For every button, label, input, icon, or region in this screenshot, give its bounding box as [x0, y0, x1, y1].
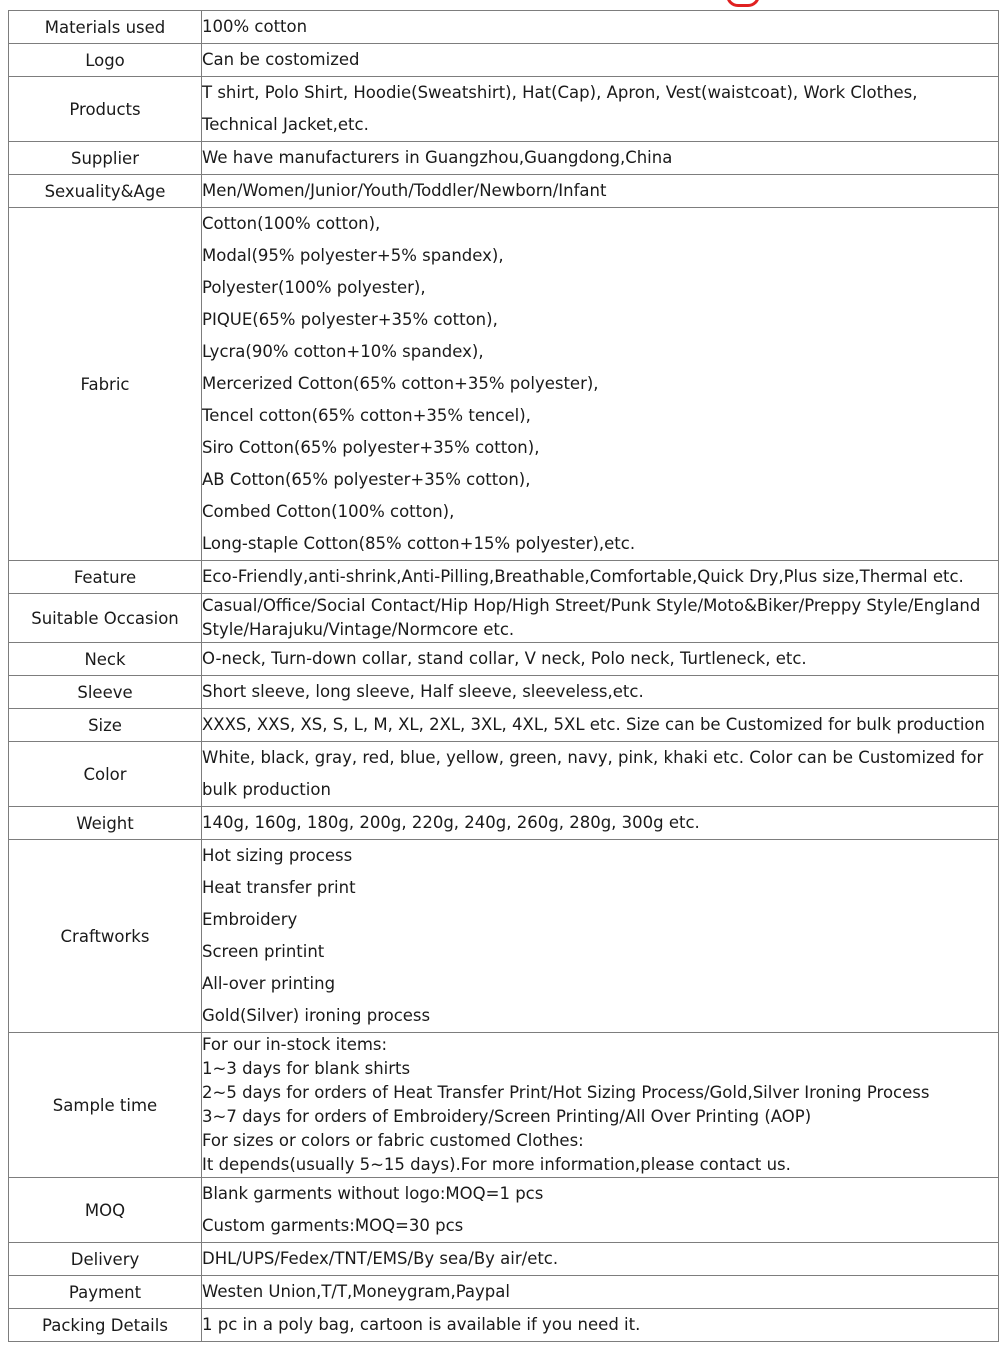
- table-row: [9, 175, 999, 208]
- row-value: Can be costomized: [202, 44, 999, 77]
- table-row: [9, 676, 999, 709]
- sample-time-line: 3~7 days for orders of Embroidery/Screen Printing/All Over Printing (AOP): [202, 1107, 812, 1126]
- row-label: Delivery: [9, 1243, 202, 1276]
- sample-time-line: For our in-stock items:: [202, 1035, 388, 1054]
- row-label: Craftworks: [9, 840, 202, 1033]
- row-value: [202, 1178, 999, 1243]
- product-spec-table: [8, 10, 999, 1342]
- table-row: [9, 594, 999, 643]
- row-value: We have manufacturers in Guangzhou,Guangdong,China: [202, 142, 999, 175]
- row-value: 140g, 160g, 180g, 200g, 220g, 240g, 260g, 280g, 300g etc.: [202, 807, 999, 840]
- fabric-line: AB Cotton(65% polyester+35% cotton),: [202, 470, 531, 489]
- fabric-line: Modal(95% polyester+5% spandex),: [202, 246, 504, 265]
- craftwork-line: All-over printing: [202, 974, 336, 993]
- moq-line: Custom garments:MOQ=30 pcs: [202, 1216, 464, 1235]
- row-value: [202, 208, 999, 561]
- row-label: MOQ: [9, 1178, 202, 1243]
- table-row: [9, 77, 999, 142]
- table-row: [9, 1033, 999, 1178]
- table-row: [9, 1243, 999, 1276]
- row-value: Casual/Office/Social Contact/Hip Hop/High Street/Punk Style/Moto&Biker/Preppy Style/England Style/Harajuku/Vintage/Normcore etc.: [202, 594, 999, 643]
- craftwork-line: Gold(Silver) ironing process: [202, 1006, 431, 1025]
- row-label: Packing Details: [9, 1309, 202, 1342]
- fabric-line: Cotton(100% cotton),: [202, 214, 381, 233]
- moq-line: Blank garments without logo:MOQ=1 pcs: [202, 1184, 544, 1203]
- row-value: T shirt, Polo Shirt, Hoodie(Sweatshirt), Hat(Cap), Apron, Vest(waistcoat), Work Clothes, Technical Jacket,etc.: [202, 77, 999, 142]
- row-label: Products: [9, 77, 202, 142]
- row-value: Eco-Friendly,anti-shrink,Anti-Pilling,Breathable,Comfortable,Quick Dry,Plus size,Thermal etc.: [202, 561, 999, 594]
- fabric-line: Mercerized Cotton(65% cotton+35% polyester),: [202, 374, 599, 393]
- table-row: [9, 1178, 999, 1243]
- table-row: [9, 1276, 999, 1309]
- fabric-line: Combed Cotton(100% cotton),: [202, 502, 455, 521]
- row-value: Westen Union,T/T,Moneygram,Paypal: [202, 1276, 999, 1309]
- row-label: Feature: [9, 561, 202, 594]
- row-label: Suitable Occasion: [9, 594, 202, 643]
- sample-time-line: For sizes or colors or fabric customed Clothes:: [202, 1131, 584, 1150]
- table-row: [9, 643, 999, 676]
- table-row: [9, 1309, 999, 1342]
- row-value: Men/Women/Junior/Youth/Toddler/Newborn/Infant: [202, 175, 999, 208]
- fabric-line: Tencel cotton(65% cotton+35% tencel),: [202, 406, 531, 425]
- row-label: Supplier: [9, 142, 202, 175]
- table-row: [9, 561, 999, 594]
- craftwork-line: Hot sizing process: [202, 846, 353, 865]
- row-value: XXXS, XXS, XS, S, L, M, XL, 2XL, 3XL, 4XL, 5XL etc. Size can be Customized for bulk production: [202, 709, 999, 742]
- craftwork-line: Heat transfer print: [202, 878, 356, 897]
- table-row: [9, 807, 999, 840]
- row-value: [202, 840, 999, 1033]
- fabric-line: PIQUE(65% polyester+35% cotton),: [202, 310, 498, 329]
- sample-time-line: 1~3 days for blank shirts: [202, 1059, 411, 1078]
- table-row: [9, 208, 999, 561]
- row-value: [202, 1033, 999, 1178]
- row-value: 100% cotton: [202, 11, 999, 44]
- craftwork-line: Screen printint: [202, 942, 325, 961]
- table-row: [9, 11, 999, 44]
- table-row: [9, 840, 999, 1033]
- table-row: [9, 709, 999, 742]
- fabric-line: Polyester(100% polyester),: [202, 278, 426, 297]
- red-decoration-mark: [726, 0, 760, 7]
- sample-time-line: It depends(usually 5~15 days).For more information,please contact us.: [202, 1155, 791, 1174]
- craftwork-line: Embroidery: [202, 910, 298, 929]
- row-label: Color: [9, 742, 202, 807]
- row-label: Neck: [9, 643, 202, 676]
- row-value: O-neck, Turn-down collar, stand collar, V neck, Polo neck, Turtleneck, etc.: [202, 643, 999, 676]
- fabric-line: Siro Cotton(65% polyester+35% cotton),: [202, 438, 540, 457]
- row-value: Short sleeve, long sleeve, Half sleeve, sleeveless,etc.: [202, 676, 999, 709]
- row-label: Payment: [9, 1276, 202, 1309]
- table-row: [9, 142, 999, 175]
- row-label: Size: [9, 709, 202, 742]
- fabric-line: Lycra(90% cotton+10% spandex),: [202, 342, 484, 361]
- row-label: Materials used: [9, 11, 202, 44]
- row-label: Logo: [9, 44, 202, 77]
- row-value: DHL/UPS/Fedex/TNT/EMS/By sea/By air/etc.: [202, 1243, 999, 1276]
- row-label: Sexuality&Age: [9, 175, 202, 208]
- table-row: [9, 742, 999, 807]
- row-label: Weight: [9, 807, 202, 840]
- row-value: White, black, gray, red, blue, yellow, green, navy, pink, khaki etc. Color can be Customized for bulk production: [202, 742, 999, 807]
- row-value: 1 pc in a poly bag, cartoon is available if you need it.: [202, 1309, 999, 1342]
- sample-time-line: 2~5 days for orders of Heat Transfer Print/Hot Sizing Process/Gold,Silver Ironing Process: [202, 1083, 930, 1102]
- row-label: Fabric: [9, 208, 202, 561]
- fabric-line: Long-staple Cotton(85% cotton+15% polyester),etc.: [202, 534, 636, 553]
- row-label: Sleeve: [9, 676, 202, 709]
- table-row: [9, 44, 999, 77]
- row-label: Sample time: [9, 1033, 202, 1178]
